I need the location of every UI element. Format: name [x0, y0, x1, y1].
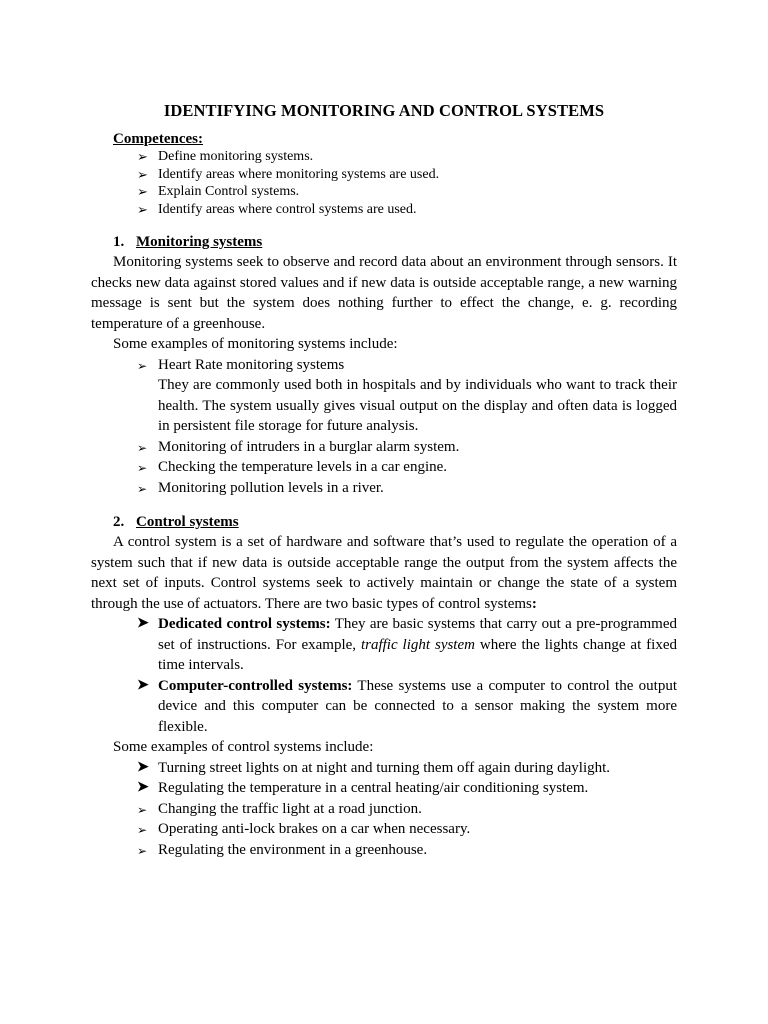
arrow-bullet-icon: ➤	[137, 759, 149, 775]
arrow-bullet-icon: ➢	[137, 166, 148, 182]
control-types-list	[91, 614, 677, 737]
list-item: ➢ Changing the traffic light at a road junction.	[91, 799, 677, 820]
section-title: Monitoring systems	[136, 234, 263, 250]
page-title: IDENTIFYING MONITORING AND CONTROL SYSTEMS	[163, 101, 605, 120]
arrow-bullet-icon: ➢	[137, 843, 148, 858]
arrow-bullet-icon: ➢	[137, 201, 148, 217]
list-item: ➢ Heart Rate monitoring systems They are commonly used both in hospitals and by individuals who want to track their health. The system usually gives visual output on the display and often data is logged in persistent file storage for future analysis.	[91, 355, 677, 437]
list-item: ➢ Operating anti-lock brakes on a car when necessary.	[91, 819, 677, 840]
arrow-bullet-icon: ➢	[137, 184, 148, 199]
term-label: Dedicated control systems:	[158, 616, 331, 632]
competences-label: Competences:	[113, 131, 203, 147]
monitoring-paragraph: Monitoring systems seek to observe and record data about an environment through sensors. It checks new data against stored values and if new data is outside acceptable range, a new warning message is sent but the system does nothing further to effect the change, e. g. recording temperature of a greenhouse.	[91, 254, 677, 332]
arrow-bullet-icon: ➢	[137, 461, 148, 475]
arrow-bullet-icon: ➢	[137, 440, 148, 455]
arrow-bullet-icon: ➢	[137, 481, 148, 496]
arrow-bullet-icon: ➢	[137, 823, 148, 837]
arrow-bullet-icon: ➤	[137, 616, 149, 631]
list-item: ➤ Dedicated control systems: They are basic systems that carry out a pre-programmed set of instructions. For example, traffic light system where the lights change at fixed time intervals.	[137, 616, 677, 673]
list-item: ➢ Monitoring of intruders in a burglar alarm system.	[91, 437, 677, 458]
list-item-detail: They are commonly used both in hospitals and by individuals who want to track their health. The system usually gives visual output on the display and often data is logged in persistent file storage for future analysis.	[158, 377, 677, 434]
list-item: ➢ Explain Control systems.	[137, 184, 300, 199]
control-paragraph: A control system is a set of hardware and software that’s used to regulate the operation of a system such that if new data is outside acceptable range the output from the system affects the next set of inputs. Control systems seek to actively maintain or change the state of a system through the use of actuators. There are two basic types of control systems:	[91, 534, 677, 612]
list-item: ➤ Turning street lights on at night and turning them off again during daylight.	[91, 758, 677, 779]
competences-list	[91, 148, 677, 218]
list-item: ➤ Regulating the temperature in a central heating/air conditioning system.	[91, 778, 677, 799]
list-item: ➢ Identify areas where control systems are used.	[137, 201, 417, 217]
arrow-bullet-icon: ➤	[137, 677, 149, 693]
list-item: ➢ Define monitoring systems.	[137, 149, 314, 164]
arrow-bullet-icon: ➢	[137, 149, 148, 164]
control-examples-list	[91, 758, 677, 861]
section-heading-control	[113, 512, 677, 532]
section-heading-monitoring	[113, 232, 677, 252]
term-label: Computer-controlled systems:	[158, 677, 353, 694]
monitoring-examples-intro: Some examples of monitoring systems include:	[113, 336, 398, 352]
section-number: 2.	[113, 514, 125, 530]
list-item: ➢ Identify areas where monitoring systems are used.	[137, 166, 440, 182]
arrow-bullet-icon: ➤	[137, 780, 149, 795]
arrow-bullet-icon: ➢	[137, 358, 148, 373]
section-title: Control systems	[136, 514, 239, 530]
list-item: ➢ Monitoring pollution levels in a river.	[91, 478, 677, 499]
list-item: ➢ Checking the temperature levels in a car engine.	[91, 457, 677, 478]
list-item: ➤ Computer-controlled systems: These systems use a computer to control the output device and this computer can be connected to a sensor making the system more flexible.	[137, 677, 677, 735]
list-item: ➢ Regulating the environment in a greenhouse.	[91, 840, 677, 861]
monitoring-examples-list	[91, 355, 677, 499]
section-number: 1.	[113, 234, 125, 250]
arrow-bullet-icon: ➢	[137, 802, 148, 817]
control-examples-intro: Some examples of control systems include:	[113, 739, 374, 755]
